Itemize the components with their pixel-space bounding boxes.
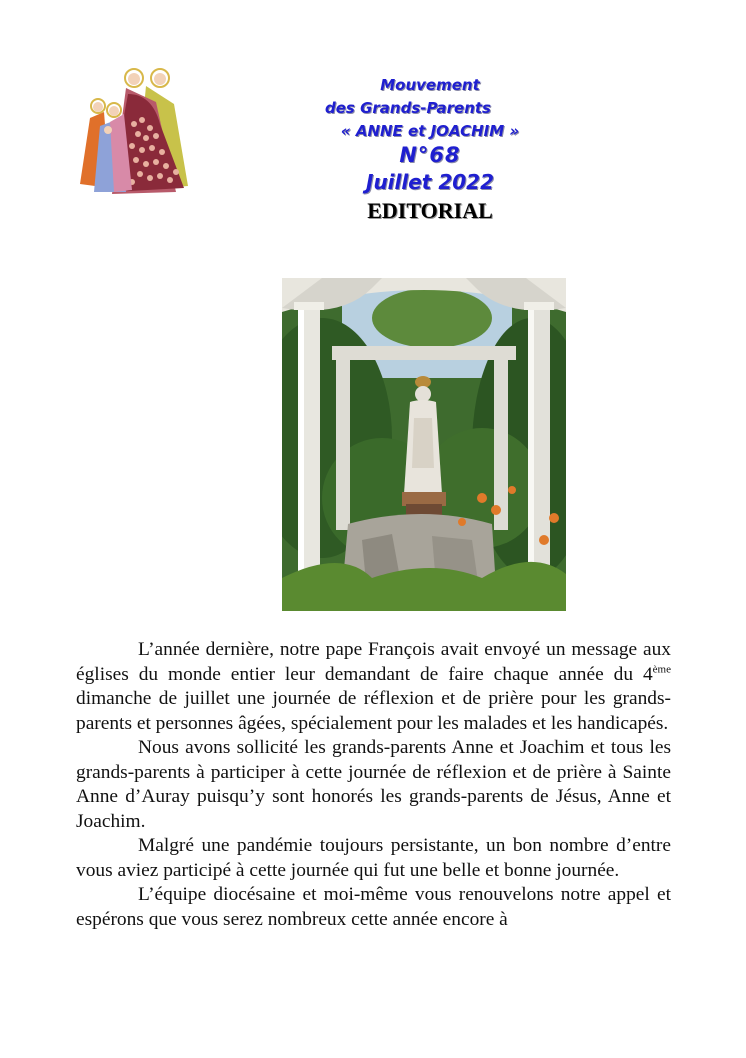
paragraph-1: L’année dernière, notre pape François avait envoyé un message aux églises du monde entier leur demandant de faire chaque année du 4ème dimanche de juillet une journée de réflexion et de prière pour les grands-parents et personnes âgées, spécialement pour les malades et les handicapés. bbox=[76, 639, 671, 734]
issue-number: N°68 bbox=[399, 143, 461, 167]
paragraph-3: Malgré une pandémie toujours persistante, un bon nombre d’entre vous aviez participé à cette journée qui fut une belle et bonne journée. bbox=[76, 835, 671, 881]
movement-logo bbox=[76, 64, 194, 198]
editorial-text bbox=[76, 638, 671, 932]
issue-date: Juillet 2022 bbox=[366, 170, 494, 194]
statue-shrine-photo bbox=[282, 278, 566, 611]
header-line-anne-joachim: « ANNE et JOACHIM » bbox=[340, 122, 520, 140]
header-line-grandparents: des Grands-Parents bbox=[325, 99, 491, 117]
header-line-movement: Mouvement bbox=[380, 76, 480, 94]
paragraph-2: Nous avons sollicité les grands-parents Anne et Joachim et tous les grands-parents à participer à cette journée de réflexion et de prière à Sainte Anne d’Auray puisqu’y sont honorés les grands-parents de Jésus, Anne et Joachim. bbox=[76, 737, 671, 832]
paragraph-4: L’équipe diocésaine et moi-même vous renouvelons notre appel et espérons que vous serez nombreux cette année encore à bbox=[76, 884, 671, 930]
newsletter-header bbox=[290, 78, 570, 224]
page-title: EDITORIAL bbox=[367, 198, 493, 223]
